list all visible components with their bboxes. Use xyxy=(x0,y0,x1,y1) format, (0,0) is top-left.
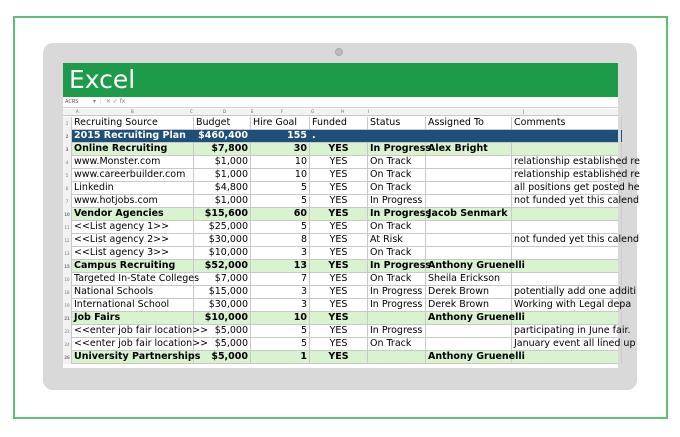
row-number: 21 xyxy=(63,312,72,325)
row-number: 7 xyxy=(63,195,72,208)
cell-funded[interactable]: YES xyxy=(310,234,368,246)
row-number: 26 xyxy=(63,351,72,364)
table-row xyxy=(63,195,640,208)
cell-assigned-to[interactable]: Derek Brown xyxy=(426,299,512,311)
cell-source[interactable]: www.Monster.com xyxy=(72,156,194,168)
cell-budget[interactable]: $1,000 xyxy=(194,195,251,207)
column-letter[interactable]: I xyxy=(368,109,370,114)
column-letter[interactable]: E xyxy=(251,109,254,114)
table-row xyxy=(63,286,637,299)
cell-hire-goal[interactable]: 5 xyxy=(251,221,310,233)
cell-status[interactable]: On Track xyxy=(368,169,426,181)
cell-funded[interactable]: YES xyxy=(310,325,368,337)
cell-hire-goal[interactable]: 10 xyxy=(251,156,310,168)
table-row xyxy=(63,299,632,312)
row-number: 11 xyxy=(63,221,72,234)
cell-assigned-to[interactable]: Jacob Senmark xyxy=(426,208,512,220)
cell-comments[interactable]: all positions get posted he xyxy=(514,182,640,193)
cell-comments[interactable] xyxy=(512,273,622,285)
cell-hire-goal[interactable]: 5 xyxy=(251,338,310,350)
cell-funded[interactable]: YES xyxy=(310,182,368,194)
cell-hire-goal[interactable]: 60 xyxy=(251,208,310,220)
section-row xyxy=(63,260,618,273)
cell-assigned-to[interactable] xyxy=(426,234,512,246)
row-number: 15 xyxy=(63,260,72,273)
cell-funded[interactable]: YES xyxy=(310,260,368,272)
column-letter[interactable]: F xyxy=(281,109,284,114)
cell-hire-goal[interactable]: 5 xyxy=(251,325,310,337)
header-comments[interactable]: Comments xyxy=(512,117,622,129)
cell-funded[interactable]: YES xyxy=(310,338,368,350)
cell-status[interactable]: In Progress xyxy=(368,299,426,311)
header-status[interactable]: Status xyxy=(368,117,426,129)
cell-hire-goal[interactable]: 5 xyxy=(251,195,310,207)
cell-assigned-to[interactable] xyxy=(426,247,512,259)
row-number: 19 xyxy=(63,299,72,312)
table-header-row xyxy=(63,117,618,130)
cell-comments[interactable]: relationship established re xyxy=(514,169,640,180)
column-letter[interactable]: B xyxy=(131,109,134,114)
cell-hire-goal[interactable]: 3 xyxy=(251,247,310,259)
excel-screen xyxy=(63,63,640,368)
cell-budget[interactable]: $30,000 xyxy=(194,234,251,246)
cell-comments[interactable]: relationship established re xyxy=(514,156,640,167)
header-funded[interactable]: Funded xyxy=(310,117,368,129)
row-number: 23 xyxy=(63,325,72,338)
plan-comments[interactable] xyxy=(512,130,622,142)
cell-status[interactable]: In Progress xyxy=(370,260,432,271)
cell-assigned-to[interactable]: Anthony Gruenelli xyxy=(428,351,525,362)
cell-status[interactable]: In Progress xyxy=(370,143,432,154)
cell-hire-goal[interactable]: 10 xyxy=(251,312,310,324)
formula-bar[interactable] xyxy=(63,97,618,108)
cell-status[interactable]: In Progress xyxy=(368,325,426,337)
cell-assigned-to[interactable]: Derek Brown xyxy=(426,286,512,298)
plan-budget[interactable]: $460,400 xyxy=(194,130,251,142)
cell-source[interactable]: Online Recruiting xyxy=(72,143,194,155)
cell-source[interactable]: <<enter job fair location>> xyxy=(74,325,209,336)
cell-funded[interactable]: YES xyxy=(310,312,368,324)
cell-hire-goal[interactable]: 30 xyxy=(251,143,310,155)
cell-funded[interactable]: YES xyxy=(310,156,368,168)
cell-assigned-to[interactable] xyxy=(426,169,512,181)
cell-budget[interactable]: $10,000 xyxy=(194,247,251,259)
row-number: 10 xyxy=(63,208,72,221)
cell-hire-goal[interactable]: 8 xyxy=(251,234,310,246)
cell-budget[interactable]: $30,000 xyxy=(194,299,251,311)
row-number: 16 xyxy=(63,273,72,286)
app-title: Excel xyxy=(69,65,136,94)
table-row xyxy=(63,234,640,247)
cell-assigned-to[interactable]: Sheila Erickson xyxy=(426,273,512,285)
row-number: 4 xyxy=(63,156,72,169)
cell-status[interactable] xyxy=(368,312,426,324)
cell-budget[interactable]: $25,000 xyxy=(194,221,251,233)
cell-comments[interactable] xyxy=(512,247,622,259)
header-source[interactable]: Recruiting Source xyxy=(72,117,194,129)
cell-budget[interactable]: $5,000 xyxy=(194,325,251,337)
cell-budget[interactable]: $10,000 xyxy=(194,312,251,324)
cell-funded[interactable]: YES xyxy=(310,286,368,298)
cell-source[interactable]: <<List agency 3>> xyxy=(72,247,194,259)
section-row xyxy=(63,312,618,325)
column-header-row xyxy=(63,109,618,116)
cell-comments[interactable]: participating in June fair. xyxy=(514,325,631,336)
cell-comments[interactable]: January event all lined up xyxy=(514,338,636,349)
cell-source[interactable]: Job Fairs xyxy=(72,312,194,324)
column-letter[interactable]: H xyxy=(341,109,345,114)
cell-source[interactable]: International School xyxy=(72,299,194,311)
cell-comments[interactable] xyxy=(512,312,622,324)
cell-budget[interactable]: $7,000 xyxy=(194,273,251,285)
cell-status[interactable]: In Progress xyxy=(368,286,426,298)
cell-funded[interactable]: YES xyxy=(310,208,368,220)
cell-comments[interactable] xyxy=(512,208,622,220)
cell-source[interactable]: www.careerbuilder.com xyxy=(72,169,194,181)
cell-source[interactable]: Linkedin xyxy=(72,182,194,194)
cell-status[interactable] xyxy=(368,351,426,363)
cell-hire-goal[interactable]: 1 xyxy=(251,351,310,363)
table-row xyxy=(63,182,640,195)
cell-hire-goal[interactable]: 10 xyxy=(251,169,310,181)
cell-budget[interactable]: $15,000 xyxy=(194,286,251,298)
cell-assigned-to[interactable] xyxy=(426,338,512,350)
row-number: 2 xyxy=(63,130,72,143)
cell-status[interactable]: On Track xyxy=(368,156,426,168)
table-row xyxy=(63,338,636,351)
cell-status[interactable]: On Track xyxy=(368,338,426,350)
table-row xyxy=(63,273,618,286)
cell-comments[interactable]: potentially add one additi xyxy=(514,286,637,297)
cell-comments[interactable] xyxy=(512,351,622,363)
cell-source[interactable]: Campus Recruiting xyxy=(72,260,194,272)
cell-source[interactable]: www.hotjobs.com xyxy=(72,195,194,207)
cell-source[interactable]: <<enter job fair location>> xyxy=(74,338,209,349)
column-letter[interactable]: A xyxy=(76,109,79,114)
cell-assigned-to[interactable] xyxy=(426,156,512,168)
plan-funded[interactable]: . xyxy=(310,130,368,142)
row-number: 12 xyxy=(63,234,72,247)
section-row xyxy=(63,351,618,364)
cell-assigned-to[interactable]: Anthony Gruenelli xyxy=(428,260,525,271)
cell-hire-goal[interactable]: 3 xyxy=(251,299,310,311)
cell-budget[interactable]: $1,000 xyxy=(194,169,251,181)
cell-funded[interactable]: YES xyxy=(310,169,368,181)
cell-budget[interactable]: $15,600 xyxy=(194,208,251,220)
cell-source[interactable]: <<List agency 1>> xyxy=(72,221,194,233)
cell-comments[interactable]: Working with Legal depa xyxy=(514,299,632,310)
row-number: 18 xyxy=(63,286,72,299)
table-row xyxy=(63,156,640,169)
cell-status[interactable]: On Track xyxy=(368,273,426,285)
column-letter[interactable]: J xyxy=(523,109,525,114)
cell-hire-goal[interactable]: 5 xyxy=(251,182,310,194)
formula-icons[interactable]: ▾ ⋮ ✕ ✓ fx xyxy=(93,98,126,105)
section-row xyxy=(63,208,618,221)
cell-hire-goal[interactable]: 7 xyxy=(251,273,310,285)
row-number: 3 xyxy=(63,143,72,156)
table-row xyxy=(63,221,618,234)
cell-comments[interactable] xyxy=(512,260,622,272)
cell-comments[interactable] xyxy=(512,221,622,233)
cell-funded[interactable]: YES xyxy=(310,143,368,155)
row-number: 13 xyxy=(63,247,72,260)
cell-status[interactable]: In Progress xyxy=(368,195,426,207)
cell-assigned-to[interactable]: Anthony Gruenelli xyxy=(428,312,525,323)
row-number: 1 xyxy=(63,117,72,130)
row-number: 5 xyxy=(63,169,72,182)
header-hire-goal[interactable]: Hire Goal xyxy=(251,117,310,129)
cell-funded[interactable]: YES xyxy=(310,195,368,207)
cell-budget[interactable]: $7,800 xyxy=(194,143,251,155)
plan-status[interactable] xyxy=(368,130,426,142)
excel-banner xyxy=(63,63,618,97)
cell-hire-goal[interactable]: 3 xyxy=(251,286,310,298)
header-assigned-to[interactable]: Assigned To xyxy=(426,117,512,129)
row-number: 6 xyxy=(63,182,72,195)
cell-source[interactable]: Targeted In-State Colleges xyxy=(74,273,200,284)
name-box[interactable]: ACRS xyxy=(65,99,79,105)
cell-assigned-to[interactable] xyxy=(426,182,512,194)
cell-budget[interactable]: $4,800 xyxy=(194,182,251,194)
cell-funded[interactable]: YES xyxy=(310,247,368,259)
cell-comments[interactable] xyxy=(512,143,622,155)
cell-funded[interactable]: YES xyxy=(310,299,368,311)
cell-budget[interactable]: $52,000 xyxy=(194,260,251,272)
cell-status[interactable]: On Track xyxy=(368,221,426,233)
column-letter[interactable]: C xyxy=(190,109,193,114)
cell-status[interactable]: In Progress xyxy=(370,208,432,219)
cell-assigned-to[interactable] xyxy=(426,325,512,337)
plan-title[interactable]: 2015 Recruiting Plan xyxy=(72,130,194,142)
cell-status[interactable]: On Track xyxy=(368,182,426,194)
plan-assigned[interactable] xyxy=(426,130,512,142)
plan-hire-goal[interactable]: 155 xyxy=(251,130,310,142)
cell-funded[interactable]: YES xyxy=(310,221,368,233)
row-number: 24 xyxy=(63,338,72,351)
table-row xyxy=(63,247,618,260)
cell-source[interactable]: National Schools xyxy=(72,286,194,298)
table-row xyxy=(63,169,640,182)
cell-assigned-to[interactable]: Alex Bright xyxy=(426,143,512,155)
cell-assigned-to[interactable] xyxy=(426,221,512,233)
plan-total-row xyxy=(63,130,618,143)
section-row xyxy=(63,143,618,156)
cell-source[interactable]: Vendor Agencies xyxy=(72,208,194,220)
cell-hire-goal[interactable]: 13 xyxy=(251,260,310,272)
cell-assigned-to[interactable] xyxy=(426,195,512,207)
cell-status[interactable]: On Track xyxy=(368,247,426,259)
camera-icon xyxy=(335,48,343,56)
cell-source[interactable]: <<List agency 2>> xyxy=(72,234,194,246)
cell-funded[interactable]: YES xyxy=(310,351,368,363)
cell-comments[interactable]: not funded yet this calend xyxy=(514,195,640,206)
header-budget[interactable]: Budget xyxy=(194,117,251,129)
cell-budget[interactable]: $5,000 xyxy=(194,338,251,350)
cell-budget[interactable]: $1,000 xyxy=(194,156,251,168)
column-letter[interactable]: G xyxy=(311,109,315,114)
cell-source[interactable]: University Partnerships xyxy=(74,351,201,362)
table-row xyxy=(63,325,631,338)
cell-comments[interactable]: not funded yet this calend xyxy=(514,234,640,245)
cell-budget[interactable]: $5,000 xyxy=(194,351,251,363)
cell-status[interactable]: At Risk xyxy=(368,234,426,246)
column-letter[interactable]: D xyxy=(223,109,227,114)
cell-funded[interactable]: YES xyxy=(310,273,368,285)
